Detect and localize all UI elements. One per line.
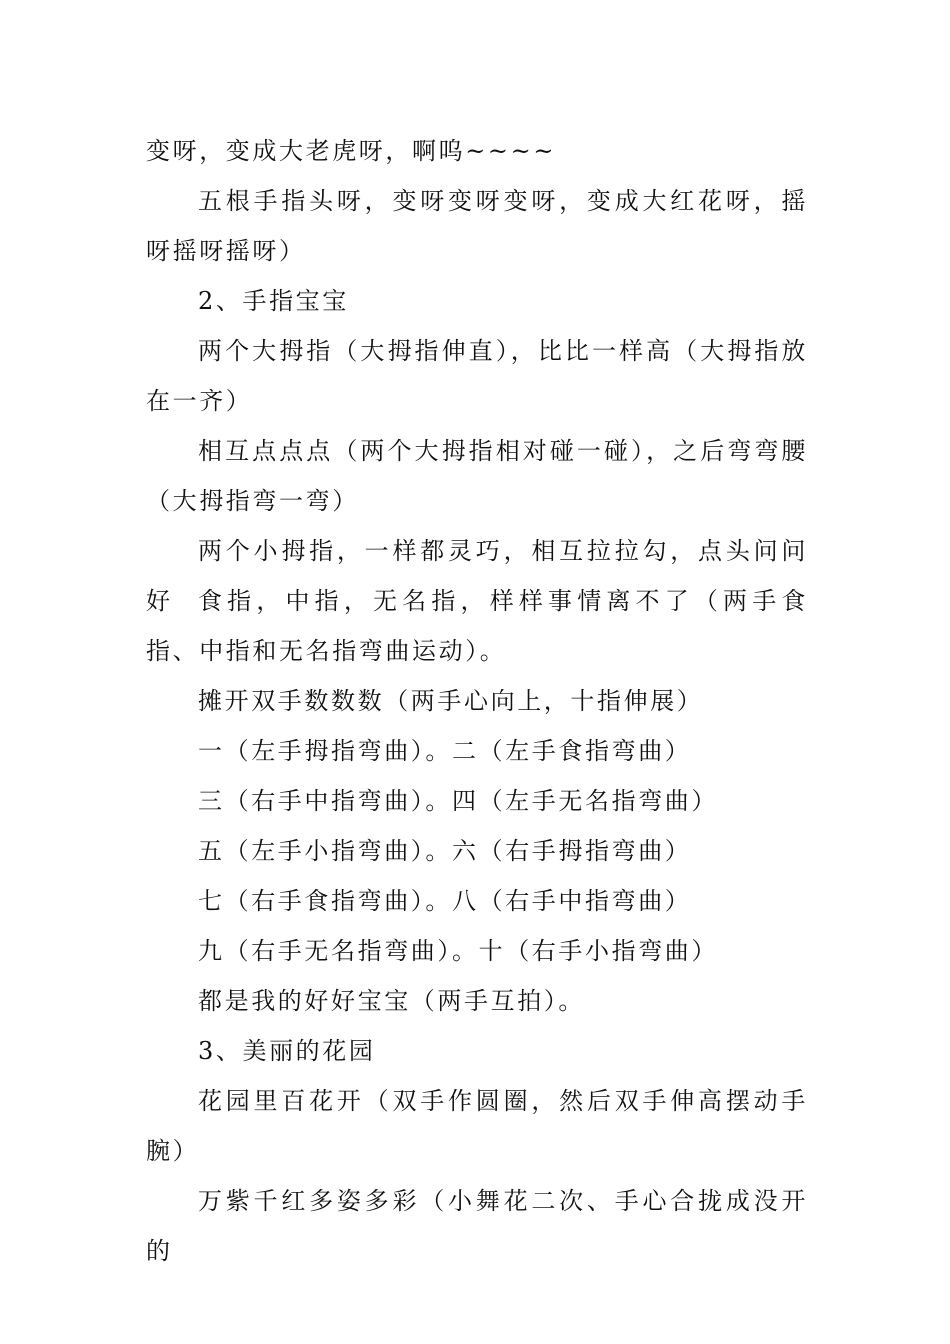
paragraph-3: 两个大拇指（大拇指伸直），比比一样高（大拇指放在一齐） [146, 337, 808, 415]
paragraph-13: 都是我的好好宝宝（两手互拍）。 [198, 987, 585, 1015]
paragraph-7: 摊开双手数数数（两手心向上，十指伸展） [198, 687, 704, 715]
paragraph-12: 九（右手无名指弯曲）。十（右手小指弯曲） [198, 937, 718, 965]
paragraph-6: 食指，中指，无名指，样样事情离不了（两手食指、中指和无名指弯曲运动）。 [146, 587, 808, 665]
paragraph-14: 花园里百花开（双手作圆圈，然后双手伸高摆动手腕） [146, 1087, 808, 1165]
paragraph-9: 三（右手中指弯曲）。四（左手无名指弯曲） [198, 787, 718, 815]
paragraph-10: 五（左手小指弯曲）。六（右手拇指弯曲） [198, 837, 692, 865]
paragraph-4: 相互点点点（两个大拇指相对碰一碰），之后弯弯腰（大拇指弯一弯） [146, 437, 808, 515]
paragraph-8: 一（左手拇指弯曲）。二（左手食指弯曲） [198, 737, 692, 765]
section-heading-3: 3、美丽的花园 [198, 1037, 376, 1065]
section-heading-2: 2、手指宝宝 [198, 287, 349, 315]
paragraph-5: 两个小拇指，一样都灵巧，相互拉拉勾，点头问问好 [146, 537, 808, 615]
paragraph-1: 变呀，变成大老虎呀，啊呜~~~~ [146, 137, 557, 165]
paragraph-15: 万紫千红多姿多彩（小舞花二次、手心合拢成没开的 [146, 1187, 808, 1265]
paragraph-11: 七（右手食指弯曲）。八（右手中指弯曲） [198, 887, 692, 915]
paragraph-2: 五根手指头呀，变呀变呀变呀，变成大红花呀，摇呀摇呀摇呀） [146, 187, 808, 265]
